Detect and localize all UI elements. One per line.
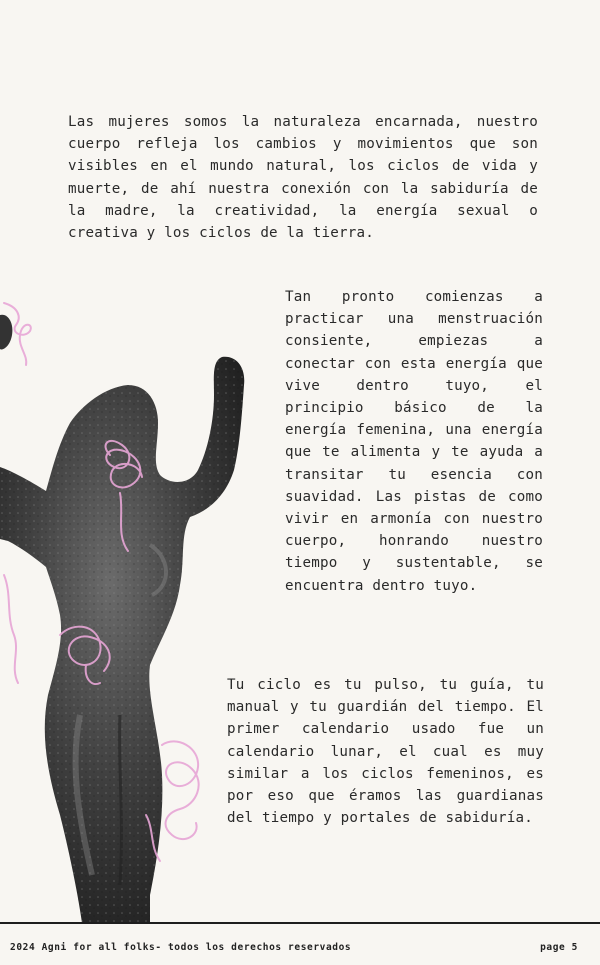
page-number: page 5	[540, 942, 578, 953]
footer-divider	[0, 922, 600, 924]
footer-credit: 2024 Agni for all folks- todos los derechos reservados	[10, 942, 352, 953]
cycle-paragraph: Tu ciclo es tu pulso, tu guía, tu manual y tu guardián del tiempo. El primer calendario usado fue un calendario lunar, el cual es muy similar a los ciclos femeninos, es por eso que éramos las guardianas del tiempo y portales de sabiduría.	[227, 677, 544, 827]
distant-hand-shape	[0, 315, 12, 350]
practice-paragraph: Tan pronto comienzas a practicar una menstruación consiente, empiezas a conectar con esta energía que vive dentro tuyo, el principio básico de la energía femenina, una energía que te alimenta y te ayuda a transitar tu esencia con suavidad. Las pistas de como vivir en armonía con nuestro cuerpo, honrando nuestro tiempo y sustentable, se encuentra dentro tuyo.	[285, 289, 543, 594]
intro-paragraph: Las mujeres somos la naturaleza encarnada, nuestro cuerpo refleja los cambios y movimientos que son visibles en el mundo natural, los ciclos de vida y muerte, de ahí nuestra conexión con la sabiduría de la madre, la creatividad, la energía sexual o creativa y los ciclos de la tierra.	[68, 114, 538, 242]
